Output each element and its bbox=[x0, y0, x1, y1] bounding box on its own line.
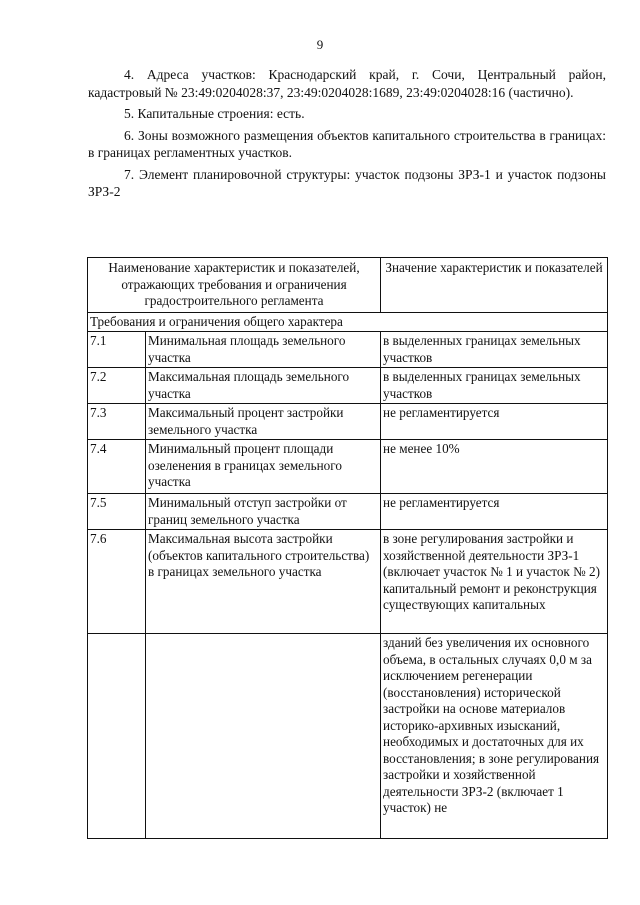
row-name: Максимальная высота застройки (объектов капитального строительства) в границах земельного участка bbox=[146, 530, 381, 634]
table-header-row bbox=[88, 258, 608, 313]
table-row bbox=[88, 494, 608, 530]
section-title: Требования и ограничения общего характера bbox=[88, 312, 608, 332]
row-name: Минимальный отступ застройки от границ земельного участка bbox=[146, 494, 381, 530]
header-characteristic-value: Значение характеристик и показателей bbox=[381, 258, 608, 313]
header-characteristic-name: Наименование характеристик и показателей, отражающих требования и ограничения градостроительного регламента bbox=[88, 258, 381, 313]
intro-section bbox=[88, 66, 606, 201]
row-name: Минимальная площадь земельного участка bbox=[146, 332, 381, 368]
row-number: 7.1 bbox=[88, 332, 146, 368]
row-number: 7.5 bbox=[88, 494, 146, 530]
row-value: не регламентируется bbox=[381, 494, 608, 530]
row-value: зданий без увеличения их основного объема, в остальных случаях 0,0 м за исключением регенерации (восстановления) исторической застройки на основе материалов историко-архивных изысканий, необходимых и достаточных для их восстановления; в зоне регулирования застройки и хозяйственной деятельности ЗРЗ-2 (включает 1 участок) не bbox=[381, 634, 608, 839]
row-value: в зоне регулирования застройки и хозяйственной деятельности ЗРЗ-1 (включает участок № 1 и участок № 2) капитальный ремонт и реконструкция существующих капитальных bbox=[381, 530, 608, 634]
regulation-table bbox=[87, 257, 608, 839]
table-row bbox=[88, 530, 608, 634]
row-number bbox=[88, 634, 146, 839]
table-row bbox=[88, 368, 608, 404]
section-row bbox=[88, 312, 608, 332]
row-value: не регламентируется bbox=[381, 404, 608, 440]
row-number: 7.3 bbox=[88, 404, 146, 440]
row-name: Минимальный процент площади озеленения в границах земельного участка bbox=[146, 440, 381, 494]
row-number: 7.6 bbox=[88, 530, 146, 634]
intro-item-4: 4. Адреса участков: Краснодарский край, г. Сочи, Центральный район, кадастровый № 23:49:0204028:37, 23:49:0204028:1689, 23:49:0204028:16 (частично). bbox=[88, 67, 606, 100]
row-value: не менее 10% bbox=[381, 440, 608, 494]
row-name: Максимальный процент застройки земельного участка bbox=[146, 404, 381, 440]
row-name bbox=[146, 634, 381, 839]
row-name: Максимальная площадь земельного участка bbox=[146, 368, 381, 404]
table-row bbox=[88, 634, 608, 839]
table-row bbox=[88, 440, 608, 494]
intro-item-7: 7. Элемент планировочной структуры: участок подзоны ЗРЗ-1 и участок подзоны ЗРЗ-2 bbox=[88, 166, 606, 199]
intro-item-6: 6. Зоны возможного размещения объектов капитального строительства в границах: в границах регламентных участков. bbox=[88, 127, 606, 160]
row-value: в выделенных границах земельных участков bbox=[381, 332, 608, 368]
page-number: 9 bbox=[316, 37, 324, 52]
row-number: 7.4 bbox=[88, 440, 146, 494]
intro-item-5: 5. Капитальные строения: есть. bbox=[124, 106, 305, 121]
table-row bbox=[88, 404, 608, 440]
row-value: в выделенных границах земельных участков bbox=[381, 368, 608, 404]
row-number: 7.2 bbox=[88, 368, 146, 404]
table-row bbox=[88, 332, 608, 368]
